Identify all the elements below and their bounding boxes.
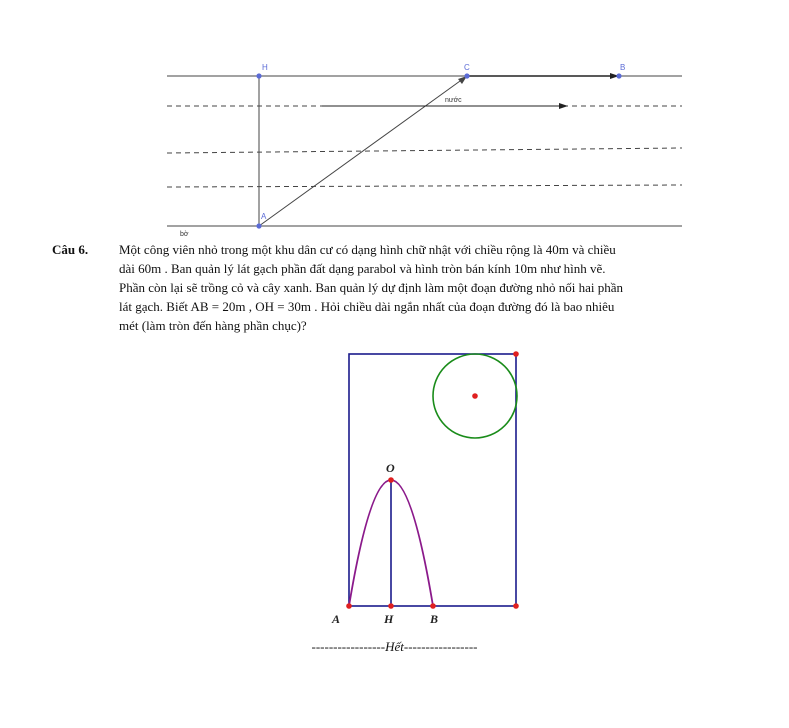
- question-text: [119, 240, 739, 335]
- point-O: [388, 477, 394, 483]
- point-A: [346, 603, 352, 609]
- question-line: Một công viên nhỏ trong một khu dân cư có dạng hình chữ nhật với chiều rộng là 40m và chiều: [119, 242, 616, 257]
- point-C: [464, 73, 469, 78]
- dashed-line-3: [167, 185, 682, 187]
- question-number: Câu 6.: [52, 242, 89, 257]
- point-H: [388, 603, 394, 609]
- point-B-river: [616, 73, 621, 78]
- question-line: Phần còn lại sẽ trồng cỏ và cây xanh. Ban quản lý dự định làm một đoạn đường nhỏ nối hai phần: [119, 280, 624, 295]
- label-C-river: C: [464, 63, 470, 72]
- label-H-river: H: [262, 63, 268, 72]
- end-dashes-right: -----------------: [403, 639, 478, 654]
- point-H: [256, 73, 261, 78]
- point-rect-top-right: [513, 351, 519, 357]
- point-rect-bottom-right: [513, 603, 519, 609]
- point-circle-center: [472, 393, 478, 399]
- end-word: Hết: [385, 639, 404, 654]
- label-A: A: [332, 612, 341, 626]
- dashed-line-2: [167, 148, 682, 153]
- end-mark: [0, 639, 789, 655]
- point-A-river: [256, 223, 261, 228]
- tile-circle: [433, 354, 517, 438]
- label-B-river: B: [620, 63, 626, 72]
- point-B: [430, 603, 436, 609]
- label-current: nước: [445, 97, 462, 104]
- question-line: dài 60m . Ban quản lý lát gạch phần đất dạng parabol và hình tròn bán kính 10m như hình vẽ.: [119, 261, 606, 276]
- current-arrowhead: [559, 103, 568, 109]
- label-O: O: [386, 461, 395, 475]
- label-bank: bờ: [180, 231, 189, 238]
- tile-parabola: [349, 480, 433, 606]
- park-rectangle: [349, 354, 516, 606]
- label-B: B: [430, 612, 439, 626]
- question-line: mét (làm tròn đến hàng phần chục)?: [119, 318, 307, 333]
- label-A-river: A: [261, 212, 267, 221]
- label-H: H: [384, 612, 394, 626]
- segment-AC: [259, 76, 467, 226]
- question-line: lát gạch. Biết AB = 20m , OH = 30m . Hỏi chiều dài ngắn nhất của đoạn đường đó là bao nhiêu: [119, 299, 615, 314]
- river-figure: [0, 0, 789, 240]
- end-dashes-left: -----------------: [311, 639, 386, 654]
